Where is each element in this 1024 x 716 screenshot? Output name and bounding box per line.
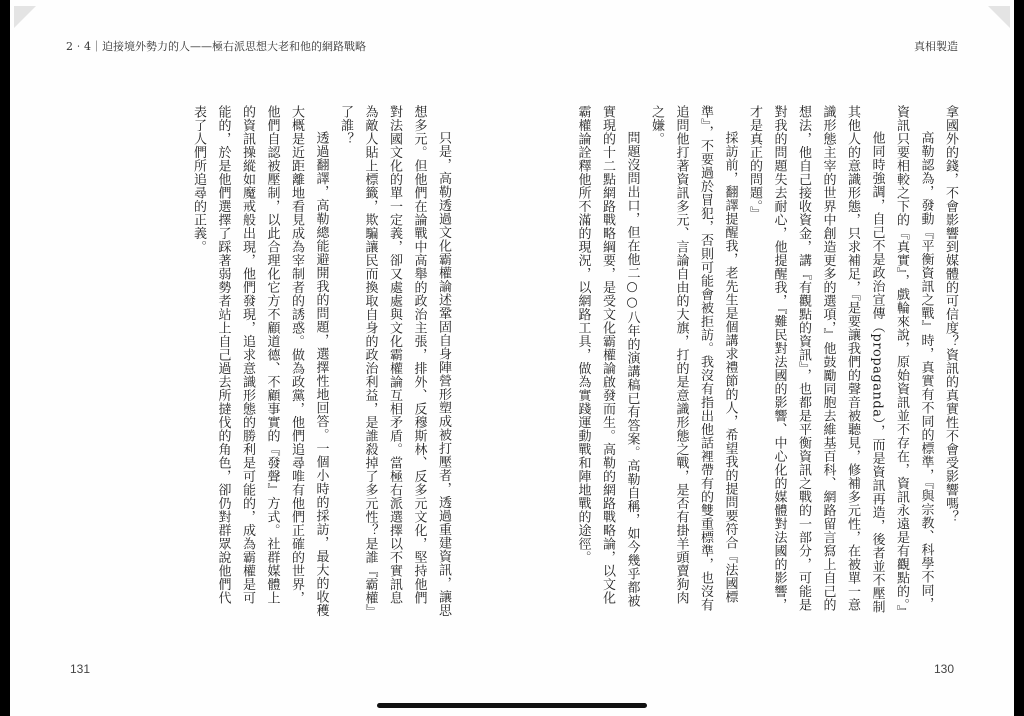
paragraph: 只是，高勒透過文化霸權論述鞏固自身陣營形塑成被打壓者，透過重建資訊，讓思想多元。但他們在論戰中高舉的政治主張，排外、反穆斯林、反多元文化，堅持他們對法國文化的單一定義，卻又處處與文化霸權論互相矛盾。當極右派選擇以不實訊息為敵人貼上標籤，欺騙讓民而換取自身的政治利益，是誰殺掉了多元性？是誰『霸權』了誰？ <box>338 105 451 617</box>
running-head-right: 真相製造 <box>914 40 958 53</box>
paragraph: 問題沒問出口，但在他二○○八年的演講稿已有答案。高勒自稱，如今幾乎都被實現的十二點網路戰略綱要，是受文化霸權論啟發而生。高勒的網路戰略論，以文化霸權論詮釋他所不滿的現況，以網路工具，做為實踐運動戰和陣地戰的途徑。 <box>575 105 640 608</box>
paragraph: 他同時強調，自己不是政治宣傳（propaganda），而是資訊再造，後者並不壓制其他人的意識形態，只求補足，『是要讓我們的聲音被聽見，修補多元性，在被單一意識形態主宰的世界中創造更多的選項，』他鼓勵同胞去維基百科、網路留言寫上自己的想法，他自己接收資金，講『有觀點的資訊』，也都是平衡資訊之戰的一部分，可能是對我的問題失去耐心，他提醒我，『難民對法國的影響、中心化的媒體對法國的影響，才是真正的問題。』 <box>747 105 885 614</box>
running-head-left: 2‧4｜迫接境外勢力的人——極右派思想大老和他的網路戰略 <box>66 40 366 53</box>
page-curl-next[interactable] <box>988 6 1010 28</box>
home-indicator[interactable] <box>377 703 647 708</box>
paragraph: 高勒認為，發動『平衡資訊之戰』時，真實有不同的標準，『與宗教、科學不同，資訊只要相較之下的『真實』，戲輪來說，原始資訊並不存在，資訊永遠是有觀點的。』 <box>894 105 934 619</box>
book-viewer <box>10 0 1014 716</box>
page-number-left: 131 <box>70 662 91 676</box>
page-number-right: 130 <box>933 662 954 676</box>
paragraph: 採訪前，翻譯提醒我，老先生是個講求禮節的人，希望我的提問要符合『法國標準』，不要過於冒犯，否則可能會被拒訪。我沒有指出他話裡帶有的雙重標準，也沒有追問他打著資訊多元、言論自由的大旗，打的是意識形態之戰，是否有掛羊頭賣狗肉之嫌。 <box>649 105 738 612</box>
page-right <box>512 0 1014 716</box>
page-curl-prev[interactable] <box>14 6 36 28</box>
paragraph: 拿國外的錢，不會影響到媒體的可信度？資訊的真實性不會受影響嗎？ <box>943 105 958 524</box>
text-column-left <box>191 105 455 617</box>
page-left <box>10 0 512 716</box>
text-column-right <box>575 105 962 619</box>
paragraph: 透過翻譯，高勒總能避開我的問題，選擇性地回答。一個小時的採訪，最大的收穫大概是近距離地看見成為宰制者的誘惑。做為政黨，他們追尋唯有他們正確的世界，他們自認被壓制，以此合理化它方不顧道德、不顧事實的『發聲』方式。社群媒體上的資訊操縱如魔戒般出現，他們發現，追求意識形態的勝利是可能的，成為霸權是可能的，於是他們選擇了踩著弱勢者站上自己過去所撻伐的角色，卻仍對群眾說他們代表了人們所追尋的正義。 <box>191 105 329 617</box>
